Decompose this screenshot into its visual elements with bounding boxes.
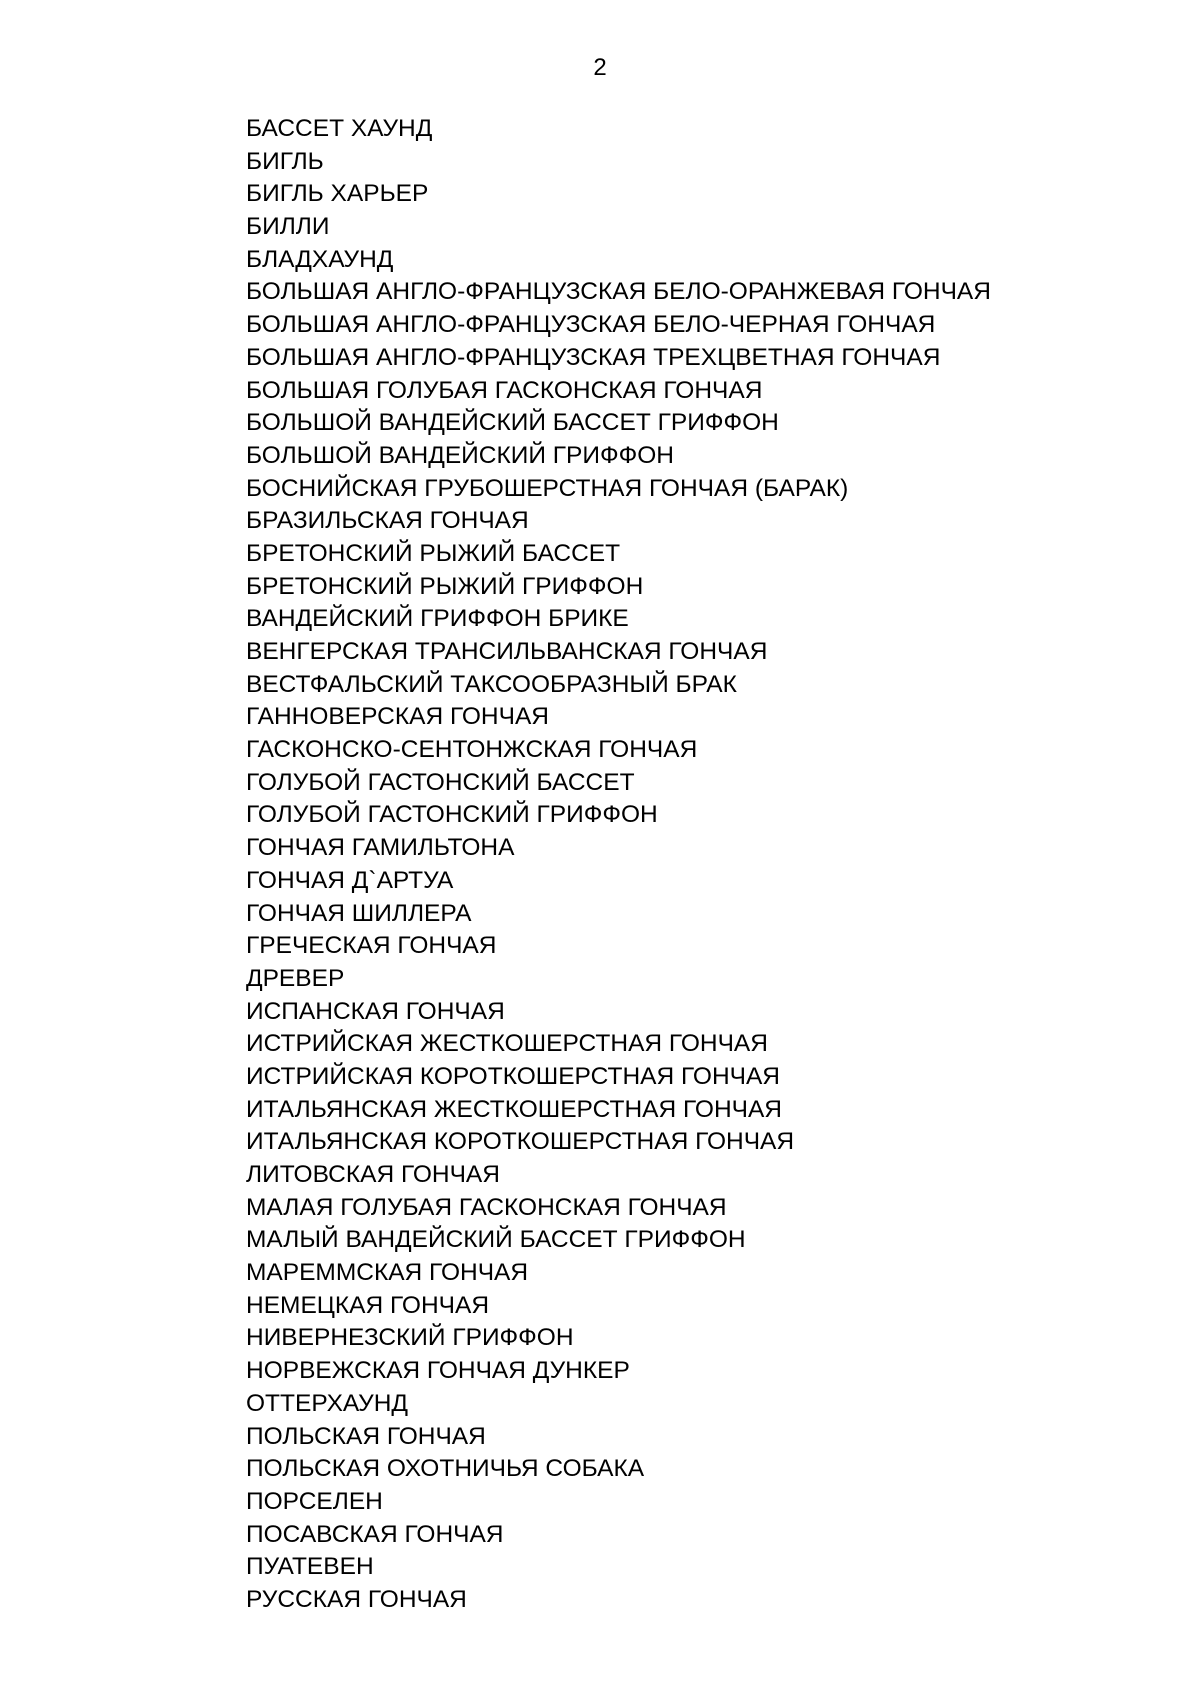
breed-item: ГРЕЧЕСКАЯ ГОНЧАЯ — [246, 932, 497, 960]
breed-item: ПУАТЕВЕН — [246, 1553, 374, 1581]
breed-item: БРАЗИЛЬСКАЯ ГОНЧАЯ — [246, 507, 529, 535]
breed-item: ГАСКОНСКО-СЕНТОНЖСКАЯ ГОНЧАЯ — [246, 736, 698, 764]
breed-item: НОРВЕЖСКАЯ ГОНЧАЯ ДУНКЕР — [246, 1357, 630, 1385]
breed-item: ГОНЧАЯ Д`АРТУА — [246, 866, 454, 894]
breed-item: БОЛЬШОЙ ВАНДЕЙСКИЙ ГРИФФОН — [246, 441, 674, 469]
breed-item: ВЕСТФАЛЬСКИЙ ТАКСООБРАЗНЫЙ БРАК — [246, 670, 737, 698]
breed-item: БОЛЬШОЙ ВАНДЕЙСКИЙ БАССЕТ ГРИФФОН — [246, 409, 779, 437]
breed-item: БЛАДХАУНД — [246, 245, 394, 273]
page-number: 2 — [593, 54, 607, 81]
breed-item: ГОНЧАЯ ГАМИЛЬТОНА — [246, 834, 515, 862]
breed-item: ДРЕВЕР — [246, 964, 345, 992]
breed-item: БИЛЛИ — [246, 213, 330, 241]
breed-item: ИСТРИЙСКАЯ ЖЕСТКОШЕРСТНАЯ ГОНЧАЯ — [246, 1030, 768, 1058]
breed-item: ВЕНГЕРСКАЯ ТРАНСИЛЬВАНСКАЯ ГОНЧАЯ — [246, 638, 768, 665]
breed-item: ПОРСЕЛЕН — [246, 1487, 383, 1515]
breed-item: БИГЛЬ ХАРЬЕР — [246, 180, 429, 208]
breed-item: ГОНЧАЯ ШИЛЛЕРА — [246, 899, 472, 927]
breed-item: ИТАЛЬЯНСКАЯ ЖЕСТКОШЕРСТНАЯ ГОНЧАЯ — [246, 1095, 782, 1123]
breed-item: БОЛЬШАЯ АНГЛО-ФРАНЦУЗСКАЯ БЕЛО-ЧЕРНАЯ ГОНЧАЯ — [246, 311, 936, 339]
breed-item: ИСПАНСКАЯ ГОНЧАЯ — [246, 997, 505, 1025]
breed-item: МАРЕММСКАЯ ГОНЧАЯ — [246, 1259, 529, 1287]
breed-item: ИТАЛЬЯНСКАЯ КОРОТКОШЕРСТНАЯ ГОНЧАЯ — [246, 1128, 795, 1156]
breed-item: МАЛЫЙ ВАНДЕЙСКИЙ БАССЕТ ГРИФФОН — [246, 1226, 746, 1254]
breed-item: БОСНИЙСКАЯ ГРУБОШЕРСТНАЯ ГОНЧАЯ (БАРАК) — [246, 474, 849, 502]
breed-item: ПОСАВСКАЯ ГОНЧАЯ — [246, 1520, 504, 1548]
breed-item: МАЛАЯ ГОЛУБАЯ ГАСКОНСКАЯ ГОНЧАЯ — [246, 1193, 727, 1221]
breed-item: БРЕТОНСКИЙ РЫЖИЙ БАССЕТ — [246, 539, 621, 567]
breed-item: НЕМЕЦКАЯ ГОНЧАЯ — [246, 1291, 490, 1319]
breed-item: БРЕТОНСКИЙ РЫЖИЙ ГРИФФОН — [246, 572, 644, 600]
breed-list — [246, 113, 991, 1617]
breed-item: ОТТЕРХАУНД — [246, 1389, 409, 1417]
breed-item: БИГЛЬ — [246, 147, 324, 175]
breed-item: ГОЛУБОЙ ГАСТОНСКИЙ ГРИФФОН — [246, 801, 658, 829]
breed-item: БОЛЬШАЯ ГОЛУБАЯ ГАСКОНСКАЯ ГОНЧАЯ — [246, 376, 763, 404]
breed-item: НИВЕРНЕЗСКИЙ ГРИФФОН — [246, 1324, 574, 1352]
breed-item: ПОЛЬСКАЯ ОХОТНИЧЬЯ СОБАКА — [246, 1455, 645, 1483]
breed-item: ГАННОВЕРСКАЯ ГОНЧАЯ — [246, 703, 549, 731]
breed-item: БОЛЬШАЯ АНГЛО-ФРАНЦУЗСКАЯ БЕЛО-ОРАНЖЕВАЯ ГОНЧАЯ — [246, 278, 991, 306]
breed-item: ИСТРИЙСКАЯ КОРОТКОШЕРСТНАЯ ГОНЧАЯ — [246, 1062, 780, 1090]
breed-item: ВАНДЕЙСКИЙ ГРИФФОН БРИКЕ — [246, 605, 629, 633]
breed-item: ЛИТОВСКАЯ ГОНЧАЯ — [246, 1161, 500, 1188]
breed-item: ГОЛУБОЙ ГАСТОНСКИЙ БАССЕТ — [246, 768, 635, 796]
breed-item: ПОЛЬСКАЯ ГОНЧАЯ — [246, 1422, 486, 1450]
breed-item: БОЛЬШАЯ АНГЛО-ФРАНЦУЗСКАЯ ТРЕХЦВЕТНАЯ ГОНЧАЯ — [246, 343, 941, 371]
breed-item: БАССЕТ ХАУНД — [246, 115, 433, 142]
breed-item: РУССКАЯ ГОНЧАЯ — [246, 1585, 467, 1613]
